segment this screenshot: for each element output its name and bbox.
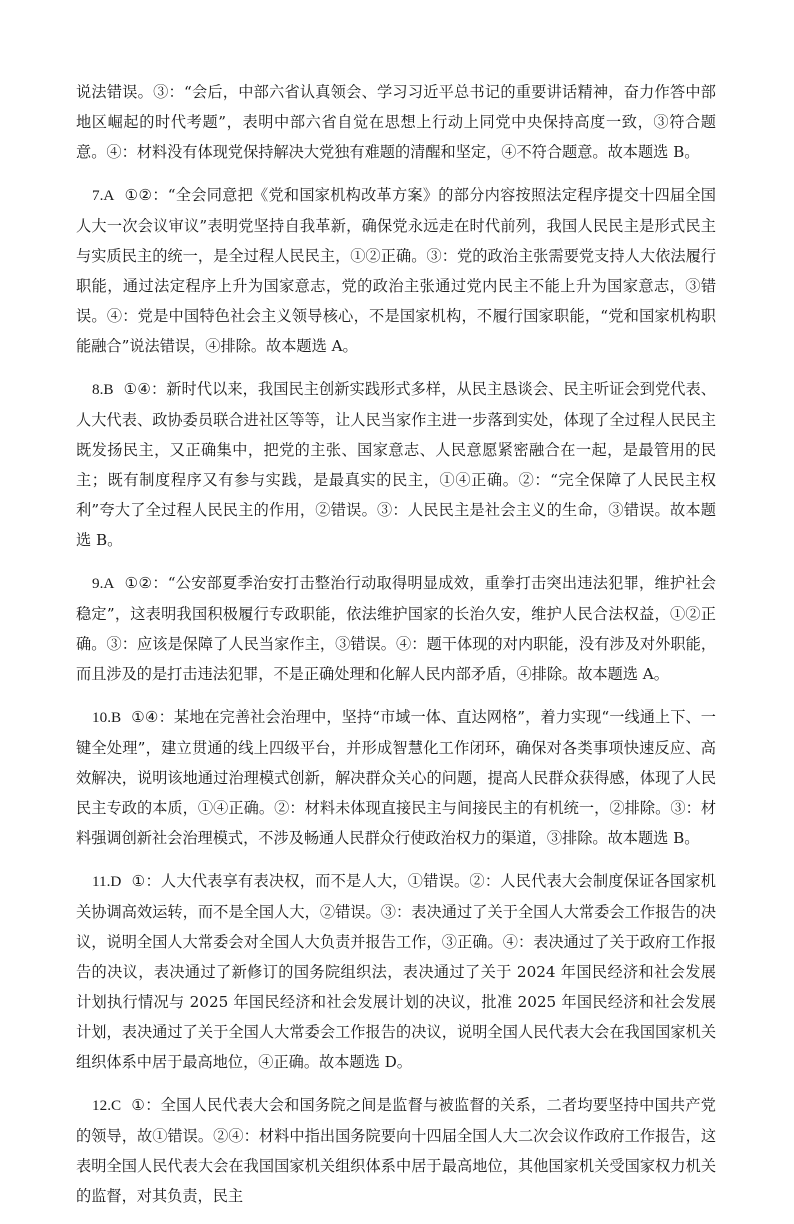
answer-explanations	[76, 77, 716, 1224]
paragraph-text: ①②：“全会同意把《党和国家机构改革方案》的部分内容按照法定程序提交十四届全国人大一次会议审议”表明党坚持自我革新，确保党永远走在时代前列，我国人民民主是形式民主与实质民主的统一，是全过程人民民主，①②正确。③：党的政治主张需要党支持人大依法履行职能，通过法定程序上升为国家意志，党的政治主张通过党内民主不能上升为国家意志，③错误。④：党是中国特色社会主义领导核心，不是国家机构，不履行国家职能，“党和国家机构职能融合”说法错误，④排除。故本题选 A。	[76, 186, 716, 355]
answer-10	[76, 702, 716, 853]
answer-8	[76, 374, 716, 555]
answer-7	[76, 180, 716, 361]
answer-number: 8.B	[92, 381, 114, 398]
paragraph-text: ①②：“公安部夏季治安打击整治行动取得明显成效，重拳打击突出违法犯罪，维护社会稳定”，这表明我国积极履行专政职能，依法维护国家的长治久安，维护人民合法权益，①②正确。③：应该是保障了人民当家作主，③错误。④：题干体现的对内职能，没有涉及对外职能，而且涉及的是打击违法犯罪，不是正确处理和化解人民内部矛盾，④排除。故本题选 A。	[76, 574, 716, 683]
answer-number: 7.A	[92, 187, 115, 204]
paragraph-continuation	[76, 77, 716, 167]
paragraph-text: ①④：新时代以来，我国民主创新实践形式多样，从民主恳谈会、民主听证会到党代表、人大代表、政协委员联合进社区等等，让人民当家作主进一步落到实处，体现了全过程人民民主既发扬民主，又正确集中，把党的主张、国家意志、人民意愿紧密融合在一起，是最管用的民主；既有制度程序又有参与实践，是最真实的民主，①④正确。②：“完全保障了人民民主权利”夸大了全过程人民民主的作用，②错误。③：人民民主是社会主义的生命，③错误。故本题选 B。	[76, 380, 716, 549]
paragraph-text: 说法错误。③：“会后，中部六省认真领会、学习习近平总书记的重要讲话精神，奋力作答中部地区崛起的时代考题”，表明中部六省自觉在思想上行动上同党中央保持高度一致，③符合题意。④：材料没有体现党保持解决大党独有难题的清醒和坚定，④不符合题意。故本题选 B。	[76, 83, 716, 161]
paragraph-text: ①④：某地在完善社会治理中，坚持“市域一体、直达网格”，着力实现“一线通上下、一键全处理”，建立贯通的线上四级平台，并形成智慧化工作闭环，确保对各类事项快速反应、高效解决，说明该地通过治理模式创新，解决群众关心的问题，提高人民群众获得感，体现了人民民主专政的本质，①④正确。②：材料未体现直接民主与间接民主的有机统一，②排除。③：材料强调创新社会治理模式，不涉及畅通人民群众行使政治权力的渠道，③排除。故本题选 B。	[76, 708, 716, 847]
answer-number: 12.C	[92, 1097, 122, 1114]
answer-number: 9.A	[92, 575, 115, 592]
paragraph-text: ①：人大代表享有表决权，而不是人大，①错误。②：人民代表大会制度保证各国家机关协调高效运转，而不是全国人大，②错误。③：表决通过了关于全国人大常委会工作报告的决议，说明全国人大常委会对全国人大负责并报告工作，③正确。④：表决通过了关于政府工作报告的决议，表决通过了新修订的国务院组织法，表决通过了关于 2024 年国民经济和社会发展计划执行情况与 2025 年国民经济和社会发展计划的决议，批准 2025 年国民经济和社会发展计划，表决通过了关于全国人大常委会工作报告的决议，说明全国人民代表大会在我国国家机关组织体系中居于最高地位，④正确。故本题选 D。	[76, 872, 716, 1071]
paragraph-text: ①：全国人民代表大会和国务院之间是监督与被监督的关系，二者均要坚持中国共产党的领导，故①错误。②④：材料中指出国务院要向十四届全国人大二次会议作政府工作报告，这表明全国人民代表大会在我国国家机关组织体系中居于最高地位，其他国家机关受国家权力机关的监督，对其负责，民主	[76, 1096, 716, 1205]
answer-9	[76, 568, 716, 689]
answer-12	[76, 1090, 716, 1211]
answer-number: 11.D	[92, 873, 122, 890]
answer-number: 10.B	[92, 709, 122, 726]
answer-11	[76, 866, 716, 1077]
